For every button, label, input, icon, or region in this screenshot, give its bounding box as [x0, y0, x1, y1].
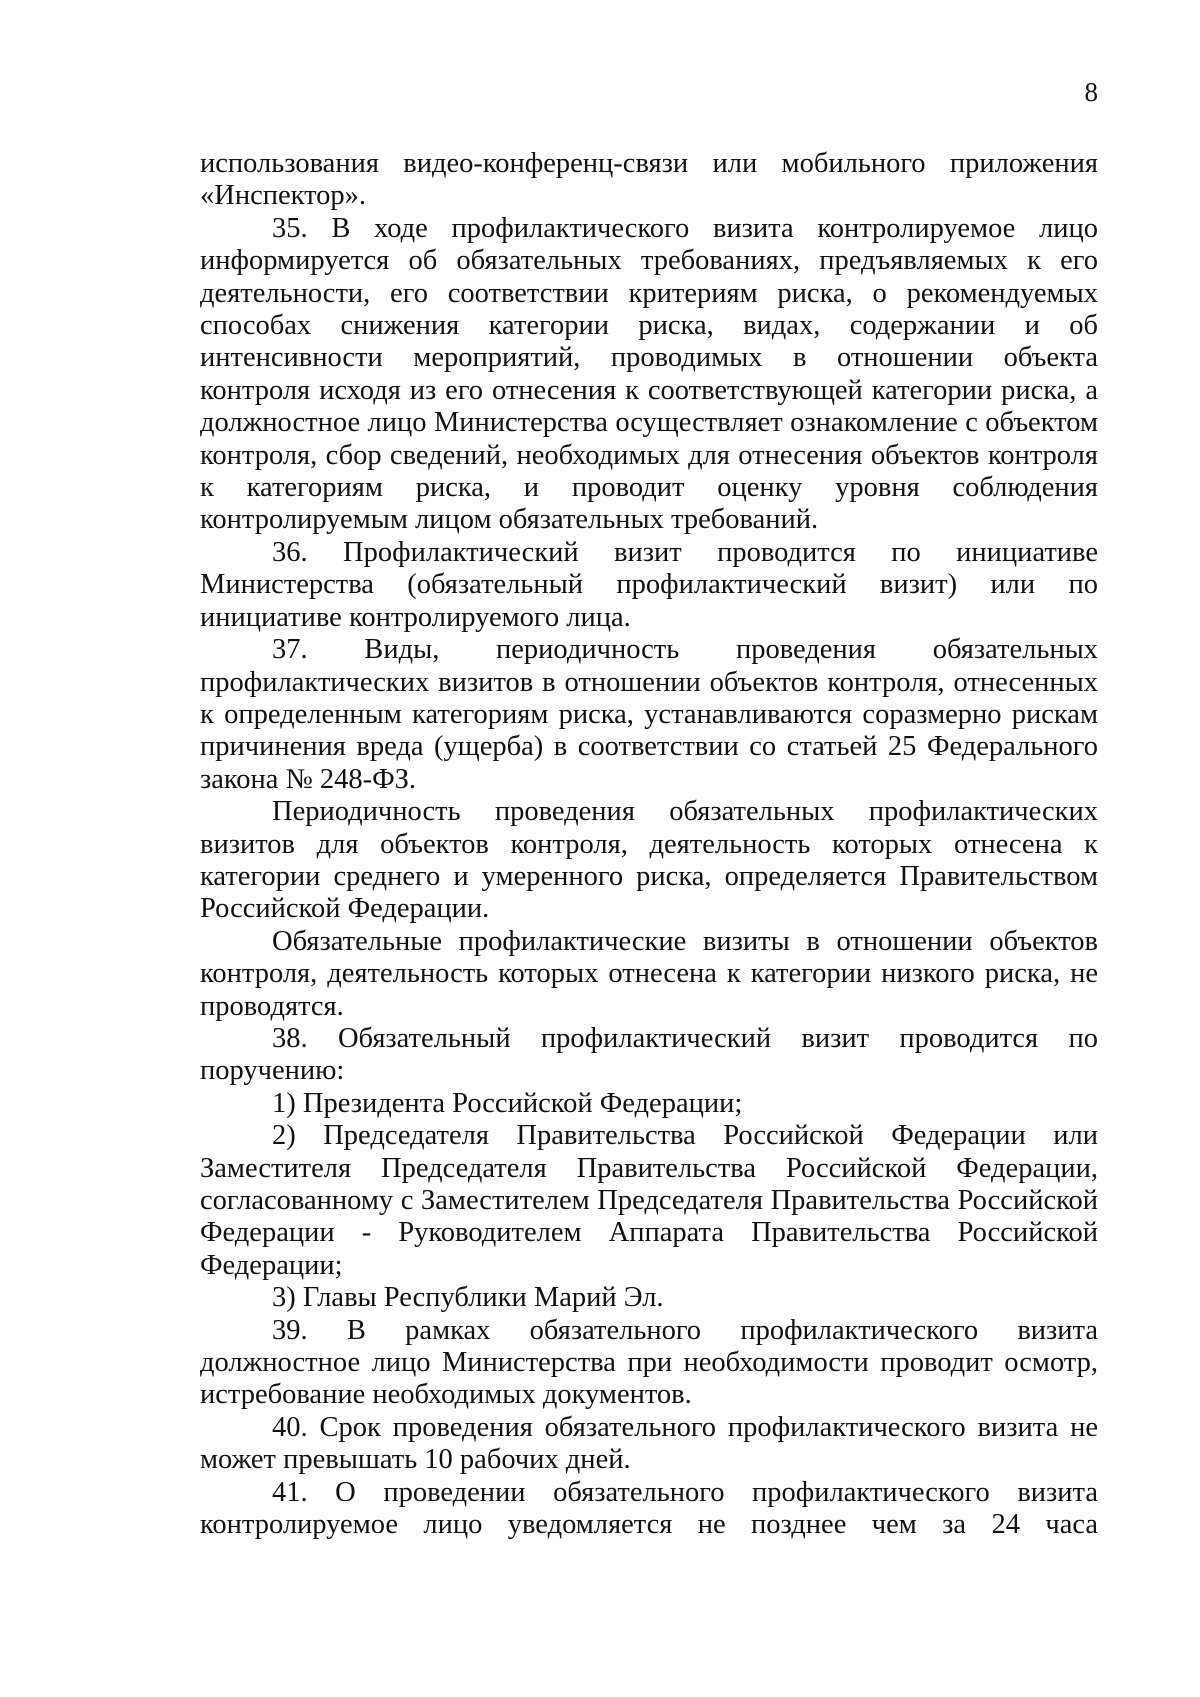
paragraph-38-item-1: 1) Президента Российской Федерации; — [272, 1087, 743, 1119]
paragraph-38-item-3: 3) Главы Республики Марий Эл. — [272, 1282, 664, 1314]
paragraph-36: 36. Профилактический визит проводится по инициативе Министерства (обязательный профилактический визит) или по инициативе контролируемого лица. — [200, 536, 1098, 633]
paragraph-37-periodicity: Периодичность проведения обязательных профилактических визитов для объектов контроля, деятельность которых отнесена к категории среднего и умеренного риска, определяется Правительством Российской Федерации. — [200, 796, 1098, 925]
paragraph-39: 39. В рамках обязательного профилактического визита должностное лицо Министерства при необходимости проводит осмотр, истребование необходимых документов. — [200, 1314, 1098, 1411]
paragraph-38-item-2: 2) Председателя Правительства Российской Федерации или Заместителя Председателя Правительства Российской Федерации, согласованному с Заместителем Председателя Правительства Российской Федерации - Руководителем Аппарата Правительства Российской Федерации; — [200, 1120, 1098, 1281]
paragraph-38: 38. Обязательный профилактический визит проводится по поручению: — [200, 1022, 1098, 1087]
paragraph-41: 41. О проведении обязательного профилактического визита контролируемое лицо уведомляется не позднее чем за 24 часа — [200, 1476, 1098, 1541]
document-body — [200, 148, 1098, 1541]
paragraph-continuation: использования видео-конференц-связи или мобильного приложения «Инспектор». — [200, 148, 1098, 212]
paragraph-37: 37. Виды, периодичность проведения обязательных профилактических визитов в отношении объектов контроля, отнесенных к определенным категориям риска, устанавливаются соразмерно рискам причинения вреда (ущерба) в соответствии со статьей 25 Федерального закона № 248-ФЗ. — [200, 634, 1098, 795]
paragraph-37-low-risk: Обязательные профилактические визиты в отношении объектов контроля, деятельность которых отнесена к категории низкого риска, не проводятся. — [200, 925, 1098, 1022]
paragraph-40: 40. Срок проведения обязательного профилактического визита не может превышать 10 рабочих дней. — [200, 1411, 1098, 1476]
page-number: 8 — [1084, 77, 1098, 107]
paragraph-35: 35. В ходе профилактического визита контролируемое лицо информируется об обязательных требованиях, предъявляемых к его деятельности, его соответствии критериям риска, о рекомендуемых способах снижения категории риска, видах, содержании и об интенсивности мероприятий, проводимых в отношении объекта контроля исходя из его отнесения к соответствующей категории риска, а должностное лицо Министерства осуществляет ознакомление с объектом контроля, сбор сведений, необходимых для отнесения объектов контроля к категориям риска, и проводит оценку уровня соблюдения контролируемым лицом обязательных требований. — [200, 212, 1098, 536]
